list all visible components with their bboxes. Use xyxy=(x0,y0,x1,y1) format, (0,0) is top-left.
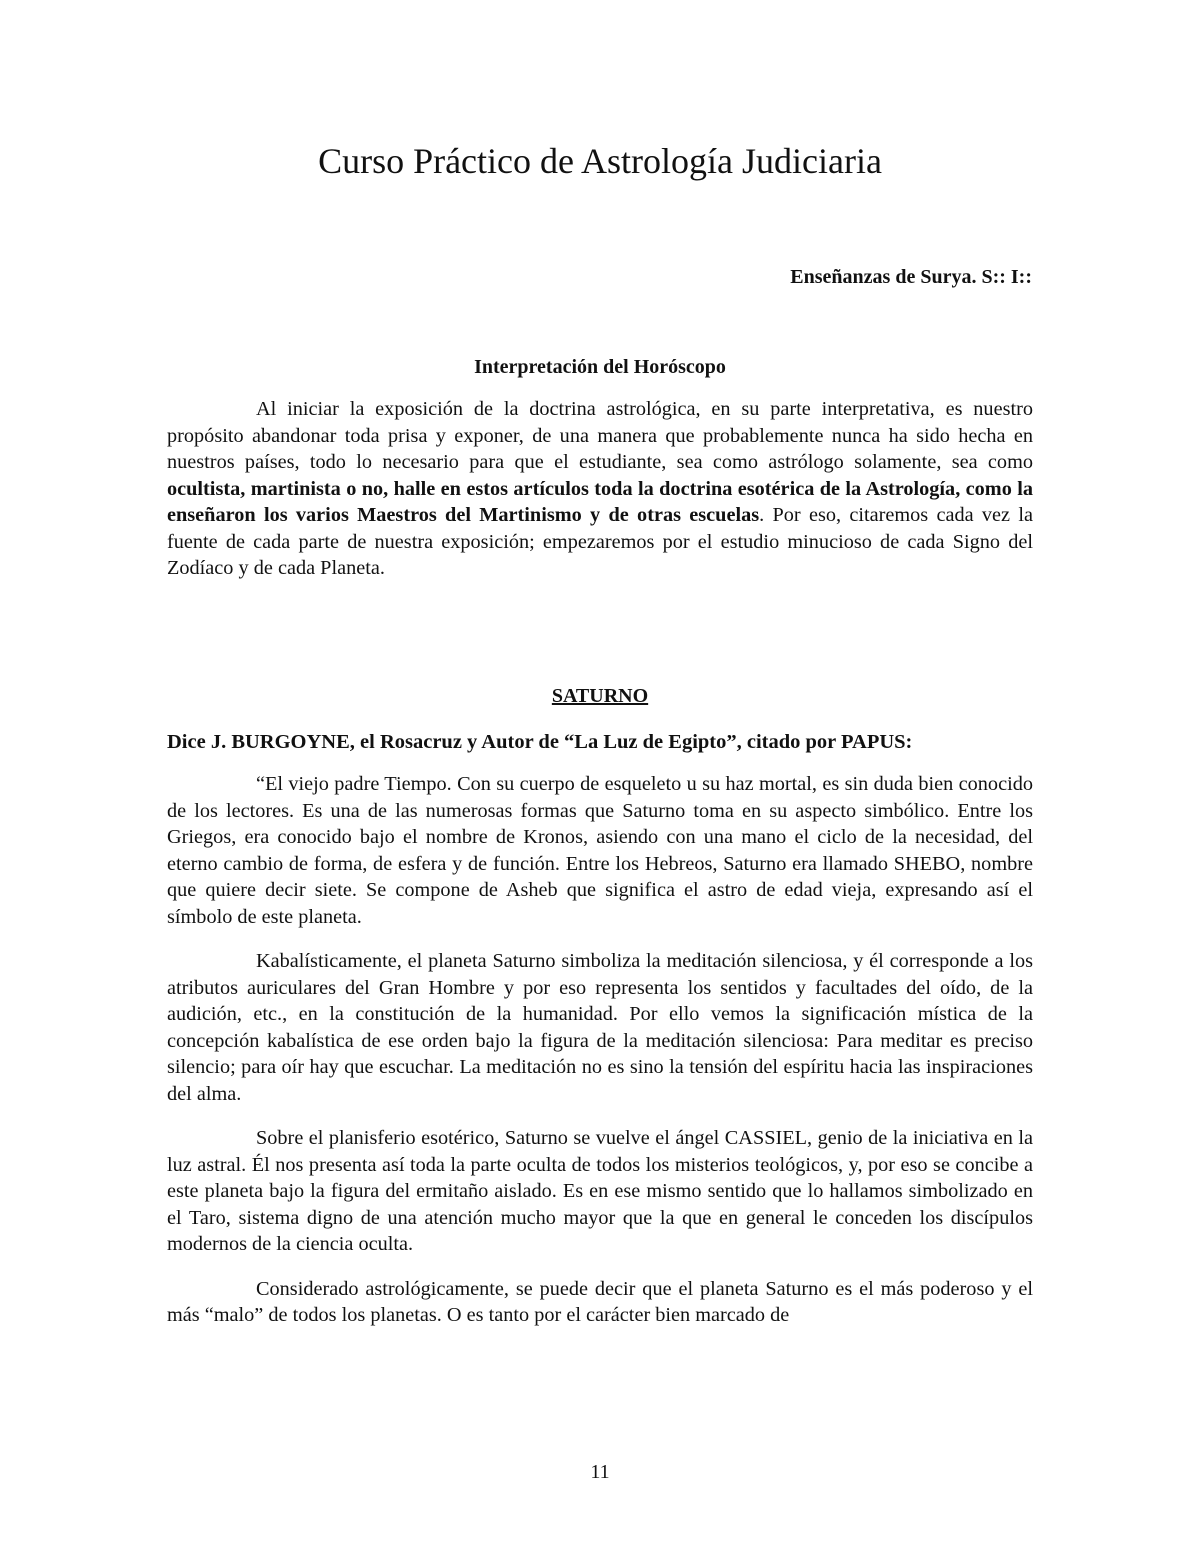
intro-text-bold: ocultista, martinista o no, halle en estos artículos toda la doctrina esotérica de la Astrología, como la enseñaron los varios Maestros del Martinismo y de otras escuelas xyxy=(167,477,1033,526)
section-heading: Interpretación del Horóscopo xyxy=(474,356,726,378)
paragraph-3: Sobre el planisferio esotérico, Saturno se vuelve el ángel CASSIEL, genio de la iniciativa en la luz astral. Él nos presenta así toda la parte oculta de todos los misterios teológicos, y, por eso se concibe a este planeta bajo la figura del ermitaño aislado. Es en ese mismo sentido que lo hallamos simbolizado en el Taro, sistema digno de una atención mucho mayor que la que en general le conceden los discípulos modernos de la ciencia oculta. xyxy=(167,1127,1033,1255)
paragraph-2: Kabalísticamente, el planeta Saturno simboliza la meditación silenciosa, y él corresponde a los atributos auriculares del Gran Hombre y por eso representa los sentidos y facultades del oído, de la audición, etc., en la constitución de la humanidad. Por ello vemos la significación mística de la concepción kabalística de ese orden bajo la figura de la meditación silenciosa: Para meditar es preciso silencio; para oír hay que escuchar. La meditación no es sino la tensión del espíritu hacia las inspiraciones del alma. xyxy=(167,950,1033,1105)
citation-line: Dice J. BURGOYNE, el Rosacruz y Autor de “La Luz de Egipto”, citado por PAPUS: xyxy=(167,731,913,753)
document-title: Curso Práctico de Astrología Judiciaria xyxy=(318,141,882,181)
intro-text-1: Al iniciar la exposición de la doctrina astrológica, en su parte interpretativa, es nuestro propósito abandonar toda prisa y exponer, de una manera que probablemente nunca ha sido hecha en nuestros países, todo lo necesario para que el estudiante, sea como astrólogo solamente, sea como xyxy=(167,398,1033,473)
planet-heading: SATURNO xyxy=(551,685,649,707)
paragraph-1: “El viejo padre Tiempo. Con su cuerpo de esqueleto u su haz mortal, es sin duda bien conocido de los lectores. Es una de las numerosas formas que Saturno toma en su aspecto simbólico. Entre los Griegos, era conocido bajo el nombre de Kronos, asiendo con una mano el ciclo de la necesidad, del eterno cambio de forma, de esfera y de función. Entre los Hebreos, Saturno era llamado SHEBO, nombre que quiere decir siete. Se compone de Asheb que significa el astro de edad vieja, expresando así el símbolo de este planeta. xyxy=(167,773,1033,928)
author-line: Enseñanzas de Surya. S:: I:: xyxy=(790,266,1032,288)
intro-section xyxy=(167,354,1033,582)
paragraph-4: Considerado astrológicamente, se puede decir que el planeta Saturno es el más poderoso y el más “malo” de todos los planetas. O es tanto por el carácter bien marcado de xyxy=(167,1277,1033,1326)
intro-text-2: . Por eso, citaremos cada vez la fuente de cada parte de nuestra exposición; empezaremos por el estudio minucioso de cada Signo del Zodíaco y de cada Planeta. xyxy=(167,504,1033,579)
saturno-section xyxy=(167,683,1033,1329)
intro-paragraph xyxy=(167,396,1033,582)
page-number: 11 xyxy=(590,1461,610,1483)
